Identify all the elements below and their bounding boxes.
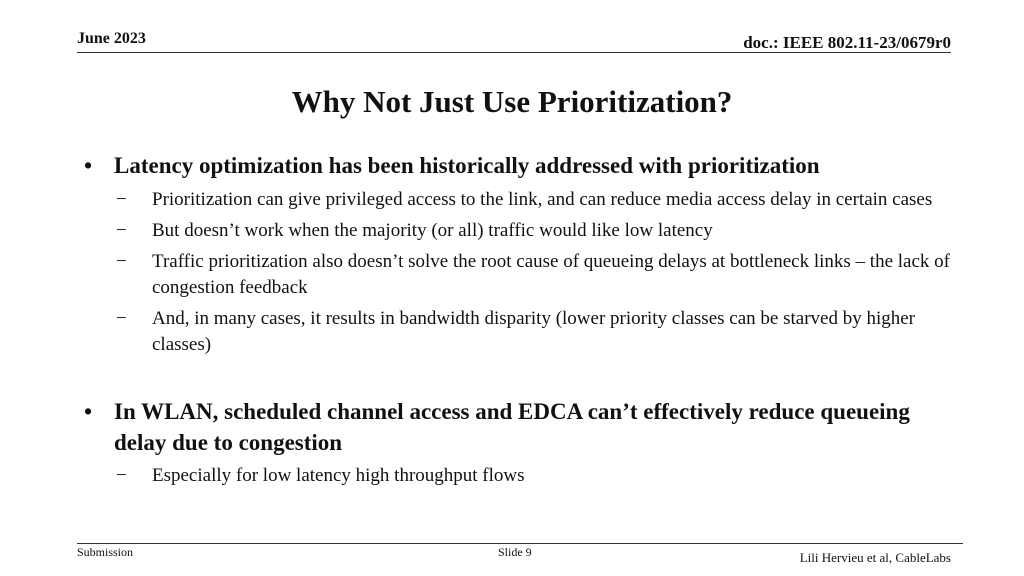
bullet-item bbox=[84, 396, 964, 458]
footer-divider bbox=[77, 543, 963, 544]
slide-title: Why Not Just Use Prioritization? bbox=[291, 84, 733, 119]
sub-item-text: Especially for low latency high throughput flows bbox=[152, 465, 525, 486]
header-date: June 2023 bbox=[77, 30, 146, 47]
bullet-text: In WLAN, scheduled channel access and EDCA can’t effectively reduce queueing delay due to congestion bbox=[114, 399, 910, 455]
footer-authors: Lili Hervieu et al, CableLabs bbox=[799, 550, 951, 565]
sub-item bbox=[84, 306, 964, 358]
sub-item-text: And, in many cases, it results in bandwidth disparity (lower priority classes can be starved by higher classes) bbox=[152, 308, 915, 355]
sub-item bbox=[84, 463, 964, 489]
bullet-symbol: • bbox=[84, 399, 93, 424]
sub-item bbox=[84, 187, 964, 213]
slide-body bbox=[84, 150, 964, 489]
header-doc-id: doc.: IEEE 802.11-23/0679r0 bbox=[743, 33, 951, 52]
footer-submission: Submission bbox=[77, 545, 134, 559]
bullet-item bbox=[84, 150, 964, 181]
dash-symbol: − bbox=[116, 251, 127, 272]
sub-item-text: Prioritization can give privileged access to the link, and can reduce media access delay in certain cases bbox=[152, 189, 933, 210]
bullet-symbol: • bbox=[84, 153, 93, 178]
dash-symbol: − bbox=[116, 220, 127, 241]
bullet-text: Latency optimization has been historically addressed with prioritization bbox=[114, 153, 820, 178]
sub-item bbox=[84, 249, 964, 301]
dash-symbol: − bbox=[116, 465, 127, 486]
sub-item-text: Traffic prioritization also doesn’t solve the root cause of queueing delays at bottleneck links – the lack of congestion feedback bbox=[152, 251, 950, 298]
footer-slide-number: Slide 9 bbox=[498, 545, 532, 559]
header-divider bbox=[77, 52, 951, 53]
dash-symbol: − bbox=[116, 308, 127, 329]
sub-item bbox=[84, 218, 964, 244]
dash-symbol: − bbox=[116, 189, 127, 210]
sub-item-text: But doesn’t work when the majority (or all) traffic would like low latency bbox=[152, 220, 713, 241]
